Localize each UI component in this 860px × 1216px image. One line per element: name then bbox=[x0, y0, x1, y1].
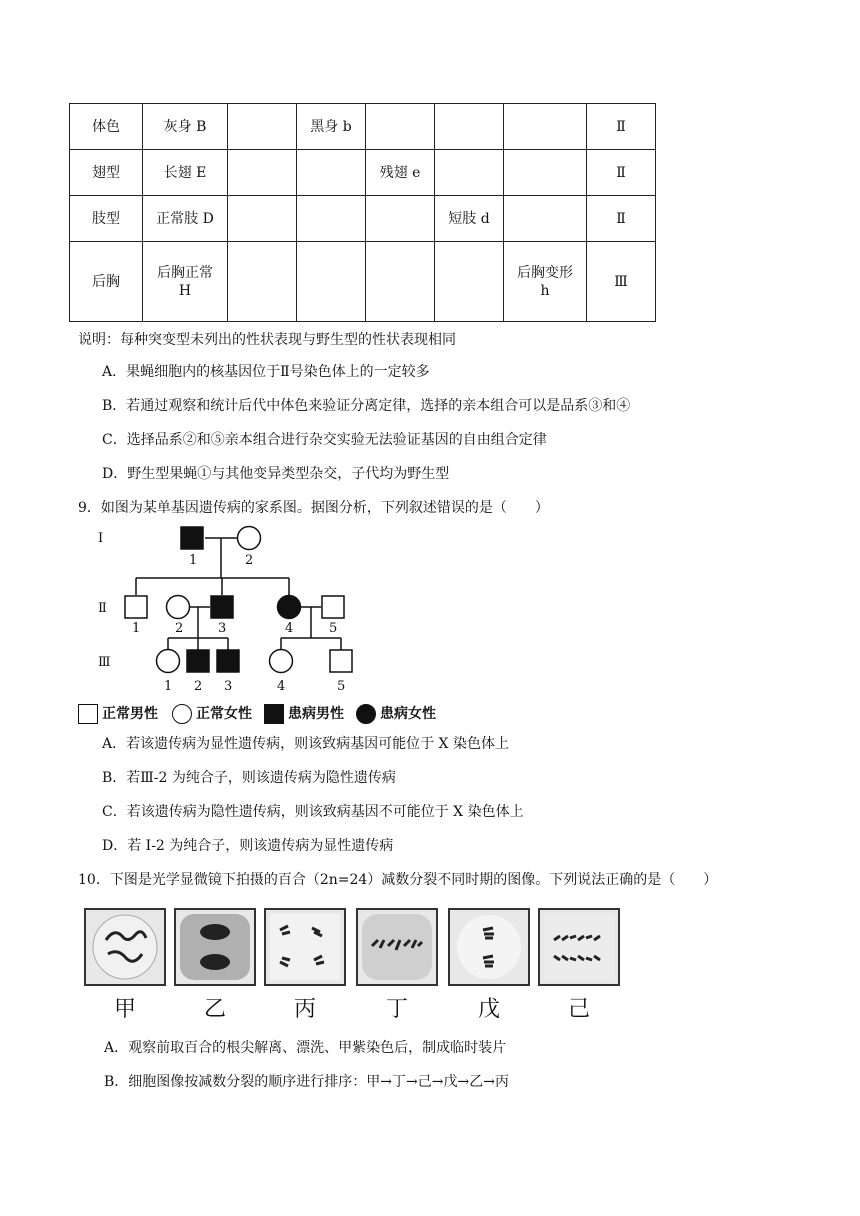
table-cell bbox=[366, 196, 435, 242]
legend-label: 正常女性 bbox=[196, 706, 252, 722]
pedigree-affected-male bbox=[187, 650, 209, 672]
table-row bbox=[70, 150, 656, 196]
individual-number: 2 bbox=[175, 621, 184, 636]
q10-stem: 10．下图是光学显微镜下拍摄的百合（2n=24）减数分裂不同时期的图像。下列说法正确的是（ ） bbox=[78, 872, 718, 888]
micrograph-label: 己 bbox=[567, 997, 590, 1022]
individual-number: 1 bbox=[189, 553, 198, 568]
pedigree-chart bbox=[80, 520, 460, 700]
table-row bbox=[70, 104, 656, 150]
table-cell: 后胸变形 h bbox=[504, 242, 587, 322]
table-cell bbox=[228, 104, 297, 150]
micrograph-ji bbox=[538, 908, 620, 986]
q9-option-d: D．若 I-2 为纯合子，则该遗传病为显性遗传病 bbox=[102, 838, 394, 854]
table-cell: Ⅱ bbox=[587, 150, 656, 196]
micrograph-ding bbox=[356, 908, 438, 986]
pedigree-normal-female bbox=[167, 596, 190, 619]
table-cell bbox=[297, 196, 366, 242]
table-cell bbox=[435, 104, 504, 150]
table-cell: Ⅱ bbox=[587, 104, 656, 150]
table-cell bbox=[435, 150, 504, 196]
table-note: 说明：每种突变型未列出的性状表现与野生型的性状表现相同 bbox=[78, 332, 456, 348]
pedigree-normal-male bbox=[330, 650, 352, 672]
q9-option-c: C．若该遗传病为隐性遗传病，则该致病基因不可能位于 X 染色体上 bbox=[102, 804, 524, 820]
legend-affected-male-icon bbox=[264, 704, 284, 724]
q9-stem: 9．如图为某单基因遗传病的家系图。据图分析，下列叙述错误的是（ ） bbox=[78, 500, 549, 516]
table-cell bbox=[228, 242, 297, 322]
q9-option-a: A．若该遗传病为显性遗传病，则该致病基因可能位于 X 染色体上 bbox=[102, 736, 509, 752]
q10-option-b: B．细胞图像按减数分裂的顺序进行排序：甲→丁→己→戊→乙→丙 bbox=[104, 1074, 509, 1090]
individual-number: 1 bbox=[164, 679, 173, 694]
generation-label: Ⅱ bbox=[98, 601, 107, 616]
table-cell: Ⅱ bbox=[587, 196, 656, 242]
pedigree-normal-female bbox=[270, 650, 293, 673]
individual-number: 4 bbox=[277, 679, 286, 694]
table-cell: 翅型 bbox=[70, 150, 143, 196]
q8-option-d: D．野生型果蝇①与其他变异类型杂交，子代均为野生型 bbox=[102, 466, 450, 482]
pedigree-normal-female bbox=[238, 527, 261, 550]
table-cell bbox=[297, 242, 366, 322]
table-cell: 后胸 bbox=[70, 242, 143, 322]
micrograph-label: 戊 bbox=[477, 997, 500, 1022]
micrograph-label: 丙 bbox=[293, 997, 316, 1022]
legend-normal-male-icon bbox=[78, 704, 98, 724]
individual-number: 5 bbox=[337, 679, 346, 694]
table-cell: 残翅 e bbox=[366, 150, 435, 196]
micrograph-label: 乙 bbox=[203, 997, 226, 1022]
legend-affected-female-icon bbox=[356, 704, 376, 724]
legend-label: 患病女性 bbox=[380, 706, 436, 722]
table-row bbox=[70, 196, 656, 242]
pedigree-normal-female bbox=[157, 650, 180, 673]
table-cell bbox=[228, 196, 297, 242]
generation-label: Ⅲ bbox=[98, 655, 111, 670]
table-cell: 体色 bbox=[70, 104, 143, 150]
q10-option-a: A．观察前取百合的根尖解离、漂洗、甲紫染色后，制成临时装片 bbox=[104, 1040, 507, 1056]
table-cell bbox=[504, 196, 587, 242]
q9-option-b: B．若Ⅲ-2 为纯合子，则该遗传病为隐性遗传病 bbox=[102, 770, 396, 786]
individual-number: 4 bbox=[285, 621, 294, 636]
individual-number: 3 bbox=[224, 679, 233, 694]
table-cell bbox=[504, 104, 587, 150]
table-cell: Ⅲ bbox=[587, 242, 656, 322]
micrograph-jia bbox=[84, 908, 166, 986]
pedigree-affected-male bbox=[211, 596, 233, 618]
micrograph-label: 甲 bbox=[113, 997, 136, 1022]
generation-label: Ⅰ bbox=[98, 531, 104, 546]
pedigree-affected-male bbox=[181, 527, 203, 549]
q8-option-b: B．若通过观察和统计后代中体色来验证分离定律，选择的亲本组合可以是品系③和④ bbox=[102, 398, 631, 414]
table-cell: 灰身 B bbox=[143, 104, 228, 150]
individual-number: 3 bbox=[218, 621, 227, 636]
q8-option-c: C．选择品系②和⑤亲本组合进行杂交实验无法验证基因的自由组合定律 bbox=[102, 432, 547, 448]
micrograph-label: 丁 bbox=[385, 997, 408, 1022]
micrograph-wu bbox=[448, 908, 530, 986]
table-cell bbox=[366, 242, 435, 322]
table-cell: 短肢 d bbox=[435, 196, 504, 242]
table-cell bbox=[297, 150, 366, 196]
trait-table bbox=[69, 103, 656, 322]
individual-number: 2 bbox=[194, 679, 203, 694]
table-cell: 后胸正常 H bbox=[143, 242, 228, 322]
table-cell: 肢型 bbox=[70, 196, 143, 242]
table-cell: 黑身 b bbox=[297, 104, 366, 150]
micrograph-yi bbox=[174, 908, 256, 986]
table-cell bbox=[366, 104, 435, 150]
legend-label: 患病男性 bbox=[288, 706, 344, 722]
table-cell bbox=[228, 150, 297, 196]
pedigree-affected-female bbox=[278, 596, 301, 619]
table-row bbox=[70, 242, 656, 322]
legend-normal-female-icon bbox=[172, 704, 192, 724]
table-cell bbox=[435, 242, 504, 322]
micrograph-bing bbox=[264, 908, 346, 986]
individual-number: 2 bbox=[245, 553, 254, 568]
pedigree-affected-male bbox=[217, 650, 239, 672]
pedigree-normal-male bbox=[125, 596, 147, 618]
table-cell bbox=[504, 150, 587, 196]
q8-option-a: A．果蝇细胞内的核基因位于Ⅱ号染色体上的一定较多 bbox=[102, 364, 430, 380]
table-cell: 正常肢 D bbox=[143, 196, 228, 242]
table-cell: 长翅 E bbox=[143, 150, 228, 196]
legend-label: 正常男性 bbox=[102, 706, 158, 722]
individual-number: 1 bbox=[132, 621, 141, 636]
individual-number: 5 bbox=[329, 621, 338, 636]
pedigree-normal-male bbox=[322, 596, 344, 618]
